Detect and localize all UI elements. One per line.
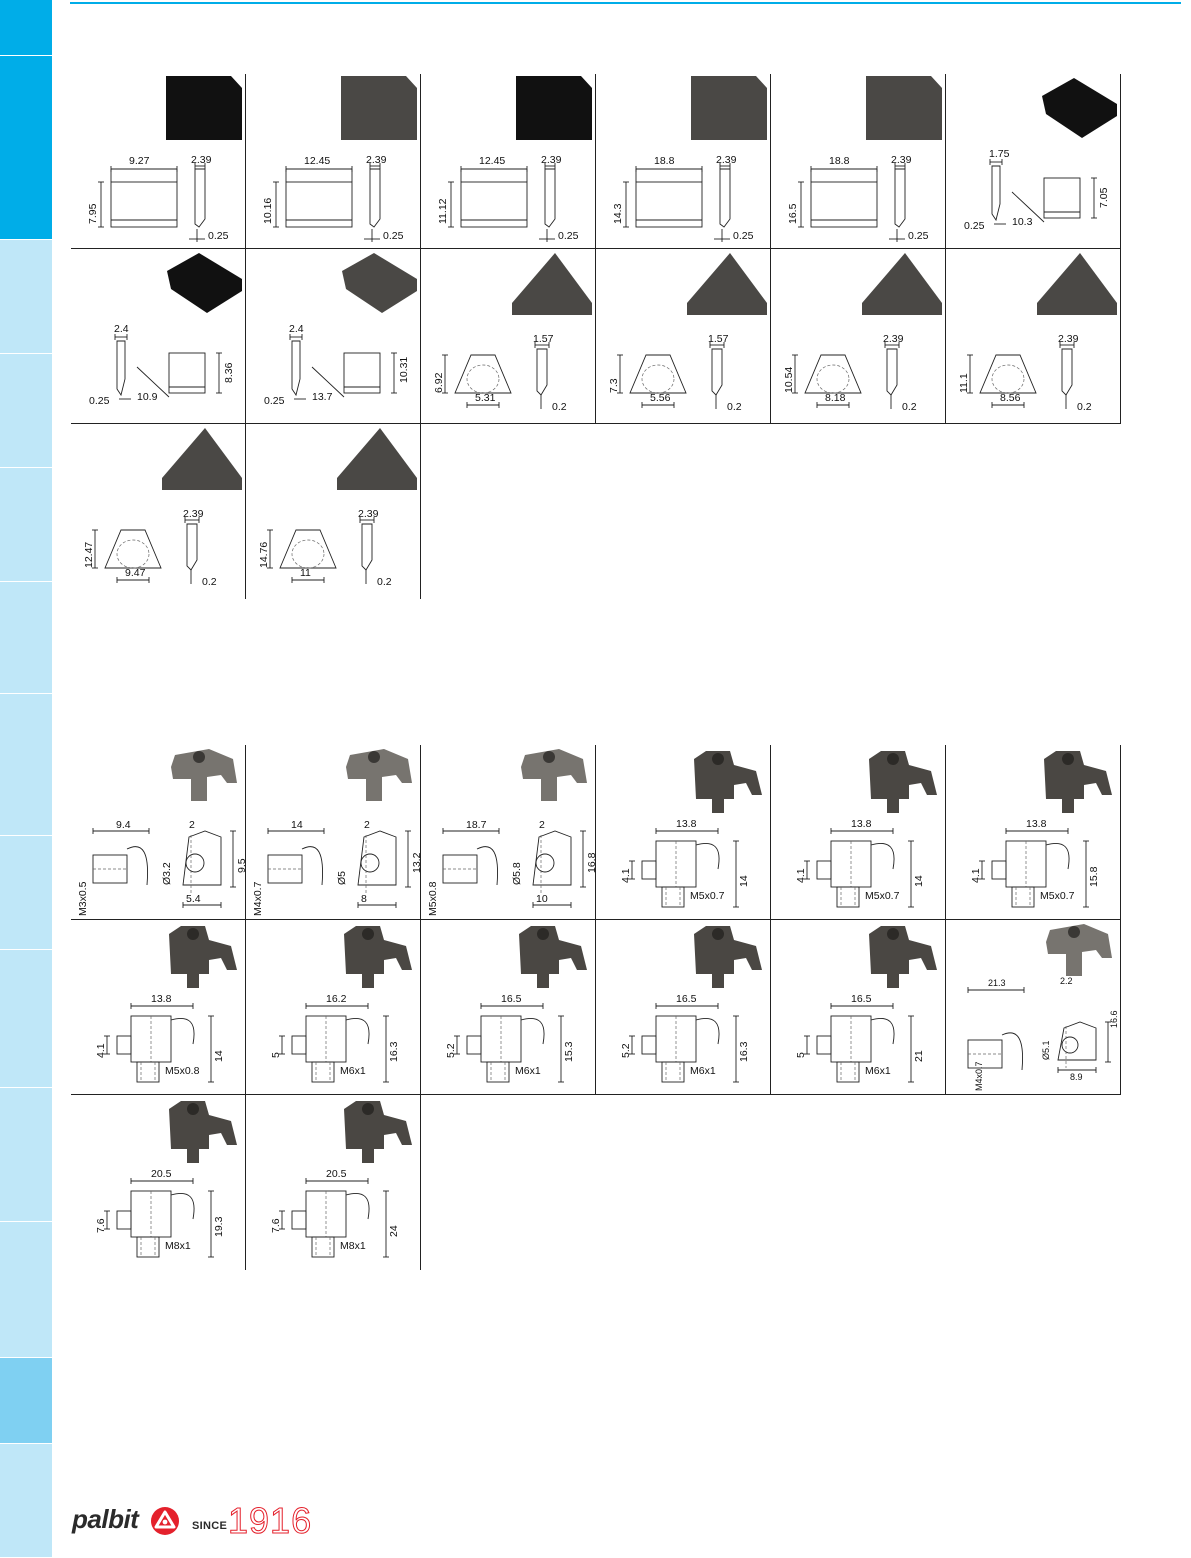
dimension-insert-10-w: 8.18 [825, 392, 846, 404]
insert-photo [516, 76, 592, 140]
dimension-clamp-9-height: 16.3 [738, 1041, 750, 1062]
dimension-clamp-2-width: 10 [536, 893, 548, 905]
dimension-clamp-0-dia: Ø3.2 [161, 862, 173, 885]
dimension-clamp-12-thread: M8x1 [165, 1240, 191, 1252]
insert-photo [162, 428, 242, 490]
dimension-clamp-7-thread: M6x1 [340, 1065, 366, 1077]
sidebar-tab-2[interactable] [0, 56, 52, 240]
clamp-photo [519, 926, 587, 988]
clamp-photo [344, 1101, 412, 1163]
brand-name: palbit [72, 1504, 139, 1534]
insert-cell [596, 74, 771, 249]
dimension-clamp-4-len: 13.8 [851, 818, 872, 830]
dimension-clamp-10-len: 16.5 [851, 993, 872, 1005]
clamp-photo [169, 1101, 237, 1163]
dimension-insert-2-t: 2.39 [541, 154, 562, 166]
clamp-photo [169, 926, 237, 988]
dimension-clamp-5-height: 15.8 [1088, 866, 1100, 887]
insert-photo [342, 253, 417, 313]
sidebar-tab-6[interactable] [0, 582, 52, 694]
insert-photo [1042, 78, 1117, 138]
clamp-photo [521, 749, 587, 801]
dimension-clamp-0-height: 9.5 [236, 858, 248, 873]
dimension-insert-1-h: 10.16 [262, 197, 274, 224]
dimension-clamp-4-height: 14 [913, 875, 925, 887]
dimension-clamp-1-top: 2 [364, 819, 370, 831]
insert-cell [246, 74, 421, 249]
dimension-clamp-3-height: 14 [738, 875, 750, 887]
clamp-cell [946, 745, 1121, 920]
dimension-insert-6-h: 8.36 [223, 362, 235, 383]
top-rule [70, 2, 1181, 4]
insert-photo [166, 76, 242, 140]
dimension-insert-10-h: 10.54 [783, 366, 795, 393]
dimension-insert-12-h: 12.47 [83, 541, 95, 568]
dimension-clamp-3-len: 13.8 [676, 818, 697, 830]
dimension-clamp-11-dia: Ø5.1 [1041, 1040, 1051, 1060]
dimension-clamp-7-height: 16.3 [388, 1041, 400, 1062]
dimension-clamp-13-height: 24 [388, 1225, 400, 1237]
clamp-cell [771, 920, 946, 1095]
dimension-clamp-6-height: 14 [213, 1050, 225, 1062]
dimension-clamp-11-width: 8.9 [1070, 1072, 1083, 1082]
dimension-insert-9-r: 0.2 [727, 401, 742, 413]
dimension-insert-8-w: 5.31 [475, 392, 496, 404]
dimension-insert-0-h: 7.95 [87, 203, 99, 224]
clamp-photo [869, 751, 937, 813]
dimension-insert-13-h: 14.76 [258, 541, 270, 568]
dimension-insert-7-h: 10.31 [398, 356, 410, 383]
dimension-insert-4-t: 2.39 [891, 154, 912, 166]
dimension-insert-5-r: 0.25 [964, 220, 985, 232]
dimension-clamp-8-height: 15.3 [563, 1041, 575, 1062]
clamp-cell [421, 920, 596, 1095]
clamp-cell [421, 745, 596, 920]
clamp-photo [1044, 751, 1112, 813]
sidebar-tab-7[interactable] [0, 694, 52, 836]
insert-photo [1037, 253, 1117, 315]
since-label: SINCE [192, 1520, 228, 1532]
dimension-insert-6-d: 10.9 [137, 391, 158, 403]
dimension-insert-6-t: 2.4 [114, 323, 129, 335]
dimension-clamp-5-len: 13.8 [1026, 818, 1047, 830]
dimension-clamp-8-step: 5.2 [445, 1043, 457, 1058]
dimension-clamp-1-width: 8 [361, 893, 367, 905]
sidebar-tab-13[interactable] [0, 1444, 52, 1558]
dimension-clamp-2-height: 16.8 [586, 852, 598, 873]
dimension-insert-4-r: 0.25 [908, 230, 929, 242]
insert-cell [246, 424, 421, 599]
dimension-insert-1-r: 0.25 [383, 230, 404, 242]
dimension-clamp-11-top: 2.2 [1060, 976, 1073, 986]
dimension-insert-3-t: 2.39 [716, 154, 737, 166]
clamp-cell [71, 1095, 246, 1270]
clamp-cell [246, 745, 421, 920]
dimension-clamp-1-dia: Ø5 [336, 870, 348, 885]
sidebar-tab-10[interactable] [0, 1088, 52, 1222]
insert-photo [337, 428, 417, 490]
dimension-insert-0-r: 0.25 [208, 230, 229, 242]
dimension-insert-13-w: 11 [300, 567, 311, 579]
dimension-insert-8-r: 0.2 [552, 401, 567, 413]
insert-cell [246, 249, 421, 424]
dimension-clamp-2-thread: M5x0.8 [427, 881, 439, 916]
dimension-clamp-0-len: 9.4 [116, 819, 131, 831]
dimension-insert-9-t: 1.57 [708, 333, 729, 345]
sidebar-tab-3[interactable] [0, 240, 52, 354]
clamp-photo [171, 749, 237, 801]
dimension-insert-4-w: 18.8 [829, 155, 850, 167]
dimension-clamp-12-len: 20.5 [151, 1168, 172, 1180]
dimension-clamp-1-thread: M4x0.7 [252, 881, 264, 916]
dimension-clamp-13-len: 20.5 [326, 1168, 347, 1180]
sidebar-tab-4[interactable] [0, 354, 52, 468]
dimension-insert-2-w: 12.45 [479, 155, 506, 167]
clamp-cell [596, 745, 771, 920]
sidebar-tab-8[interactable] [0, 836, 52, 950]
dimension-clamp-12-step: 7.6 [95, 1218, 107, 1233]
clamp-cell [596, 920, 771, 1095]
insert-cell [771, 74, 946, 249]
dimension-insert-3-h: 14.3 [612, 203, 624, 224]
dimension-clamp-8-thread: M6x1 [515, 1065, 541, 1077]
dimension-insert-11-t: 2.39 [1058, 333, 1079, 345]
insert-cell [421, 249, 596, 424]
insert-photo [691, 76, 767, 140]
dimension-insert-5-t: 1.75 [989, 148, 1010, 160]
dimension-clamp-2-dia: Ø5.8 [511, 862, 523, 885]
dimension-clamp-11-len: 21.3 [988, 978, 1006, 988]
dimension-clamp-3-step: 4.1 [620, 868, 632, 883]
dimension-insert-8-t: 1.57 [533, 333, 554, 345]
dimension-clamp-0-thread: M3x0.5 [77, 881, 89, 916]
dimension-clamp-3-thread: M5x0.7 [690, 890, 725, 902]
dimension-insert-13-t: 2.39 [358, 508, 379, 520]
insert-photo [866, 76, 942, 140]
dimension-insert-6-r: 0.25 [89, 395, 110, 407]
dimension-clamp-10-step: 5 [795, 1052, 807, 1058]
dimension-insert-7-d: 13.7 [312, 391, 333, 403]
clamp-cell [246, 920, 421, 1095]
insert-photo [512, 253, 592, 315]
dimension-insert-5-h: 7.05 [1098, 187, 1110, 208]
dimension-insert-12-w: 9.47 [125, 567, 146, 579]
dimension-clamp-5-step: 4.1 [970, 868, 982, 883]
dimension-clamp-0-width: 5.4 [186, 893, 201, 905]
section-sidebar [0, 0, 52, 1558]
clamp-photo [1046, 924, 1112, 976]
clamp-photo [694, 926, 762, 988]
dimension-clamp-2-top: 2 [539, 819, 545, 831]
dimension-clamp-9-len: 16.5 [676, 993, 697, 1005]
dimension-insert-8-h: 6.92 [433, 372, 445, 393]
dimension-insert-3-w: 18.8 [654, 155, 675, 167]
dimension-insert-9-w: 5.56 [650, 392, 671, 404]
dimension-clamp-13-step: 7.6 [270, 1218, 282, 1233]
dimension-clamp-0-top: 2 [189, 819, 195, 831]
dimension-clamp-4-thread: M5x0.7 [865, 890, 900, 902]
dimension-insert-11-h: 11.1 [958, 373, 970, 393]
dimension-clamp-6-thread: M5x0.8 [165, 1065, 200, 1077]
clamp-photo [694, 751, 762, 813]
dimension-clamp-9-thread: M6x1 [690, 1065, 716, 1077]
dimension-insert-7-t: 2.4 [289, 323, 304, 335]
insert-cell [596, 249, 771, 424]
dimension-insert-12-r: 0.2 [202, 576, 217, 588]
dimension-clamp-9-step: 5.2 [620, 1043, 632, 1058]
clamp-cell [946, 920, 1121, 1095]
dimension-insert-11-r: 0.2 [1077, 401, 1092, 413]
dimension-clamp-12-height: 19.3 [213, 1216, 225, 1237]
dimension-insert-11-w: 8.56 [1000, 392, 1021, 404]
clamp-cell [71, 745, 246, 920]
dimension-insert-1-w: 12.45 [304, 155, 331, 167]
dimension-clamp-2-len: 18.7 [466, 819, 487, 831]
insert-cell [946, 249, 1121, 424]
insert-cell [421, 74, 596, 249]
dimension-clamp-13-thread: M8x1 [340, 1240, 366, 1252]
dimension-insert-1-t: 2.39 [366, 154, 387, 166]
palbit-triangle-logo-icon [150, 1506, 180, 1536]
clamp-cell [71, 920, 246, 1095]
dimension-insert-2-r: 0.25 [558, 230, 579, 242]
dimension-clamp-7-len: 16.2 [326, 993, 347, 1005]
clamp-photo [346, 749, 412, 801]
insert-cell [71, 74, 246, 249]
dimension-clamp-11-height: 16.6 [1109, 1010, 1119, 1028]
clamp-photo [344, 926, 412, 988]
dimension-clamp-11-thread: M4x0.7 [974, 1061, 984, 1091]
dimension-insert-7-r: 0.25 [264, 395, 285, 407]
dimension-clamp-10-thread: M6x1 [865, 1065, 891, 1077]
dimension-insert-13-r: 0.2 [377, 576, 392, 588]
dimension-insert-12-t: 2.39 [183, 508, 204, 520]
dimension-insert-0-t: 2.39 [191, 154, 212, 166]
footer-logo [72, 1500, 312, 1540]
dimension-insert-4-h: 16.5 [787, 203, 799, 224]
dimension-insert-0-w: 9.27 [129, 155, 150, 167]
insert-cell [771, 249, 946, 424]
dimension-insert-9-h: 7.3 [608, 378, 620, 393]
insert-photo [341, 76, 417, 140]
dimension-clamp-6-len: 13.8 [151, 993, 172, 1005]
dimension-insert-3-r: 0.25 [733, 230, 754, 242]
clamp-cell [771, 745, 946, 920]
clamp-photo [869, 926, 937, 988]
dimension-insert-2-h: 11.12 [437, 198, 449, 224]
insert-cell [71, 424, 246, 599]
dimension-clamp-5-thread: M5x0.7 [1040, 890, 1075, 902]
dimension-clamp-4-step: 4.1 [795, 868, 807, 883]
dimension-clamp-1-len: 14 [291, 819, 303, 831]
since-year: 1916 [228, 1500, 313, 1541]
insert-photo [167, 253, 242, 313]
sidebar-tab-5[interactable] [0, 468, 52, 582]
dimension-insert-5-d: 10.3 [1012, 216, 1033, 228]
sidebar-tab-12[interactable] [0, 1358, 52, 1444]
dimension-clamp-10-height: 21 [913, 1050, 925, 1062]
dimension-insert-10-t: 2.39 [883, 333, 904, 345]
sidebar-tab-9[interactable] [0, 950, 52, 1088]
insert-cell [71, 249, 246, 424]
clamp-cell [246, 1095, 421, 1270]
sidebar-tab-1[interactable] [0, 0, 52, 56]
dimension-clamp-8-len: 16.5 [501, 993, 522, 1005]
dimension-clamp-7-step: 5 [270, 1052, 282, 1058]
dimension-clamp-6-step: 4.1 [95, 1043, 107, 1058]
insert-photo [687, 253, 767, 315]
dimension-clamp-1-height: 13.2 [411, 852, 423, 873]
dimension-insert-10-r: 0.2 [902, 401, 917, 413]
insert-cell [946, 74, 1121, 249]
insert-photo [862, 253, 942, 315]
sidebar-tab-11[interactable] [0, 1222, 52, 1358]
